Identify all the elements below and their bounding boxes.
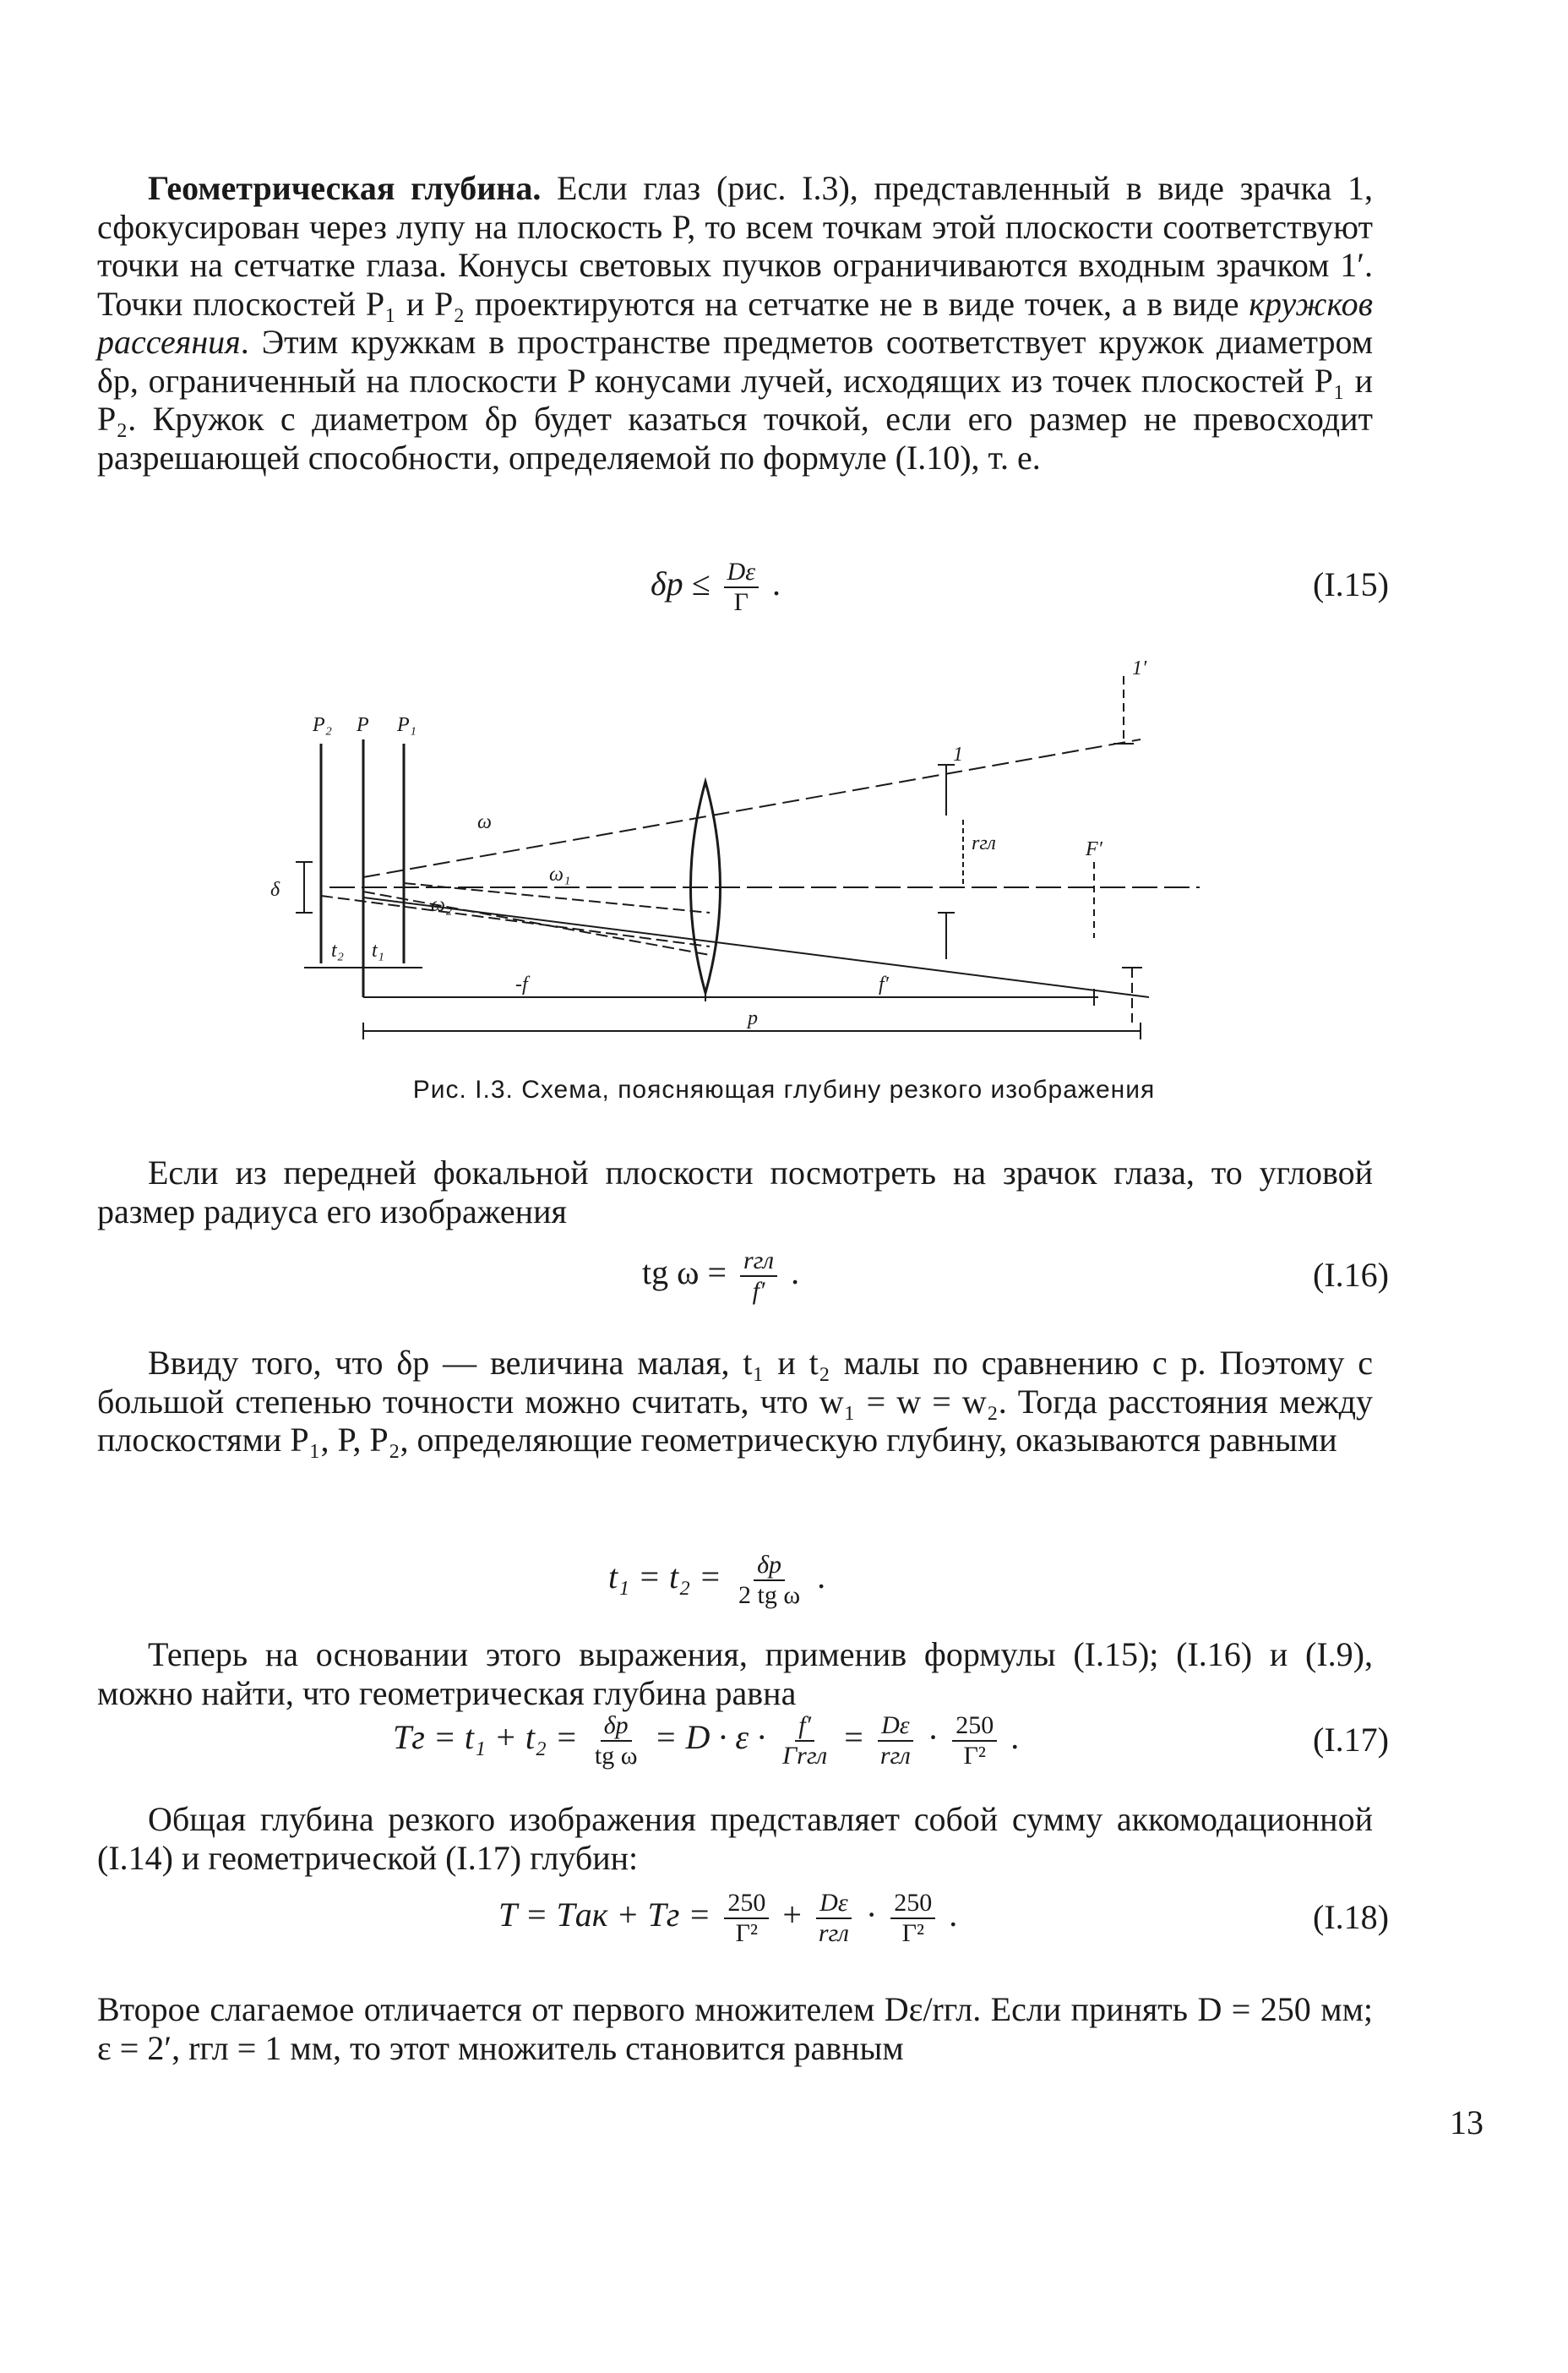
italic-term: кружков рассеяния xyxy=(97,284,1373,361)
label-p1: P₁ xyxy=(397,714,417,736)
numerator: Dε xyxy=(724,558,760,588)
fraction xyxy=(735,1551,803,1610)
paragraph-geometric-depth xyxy=(97,169,1373,477)
fraction xyxy=(740,1247,777,1306)
denominator: tg ω xyxy=(594,1742,638,1770)
label-omega1: ω₁ xyxy=(549,864,571,886)
paragraph-angular-size: Если из передней фокальной плоскости посмотреть на зрачок глаза, то угловой размер радиуса его изображения xyxy=(97,1154,1373,1230)
fraction xyxy=(724,558,760,617)
label-omega2: ω₂ xyxy=(431,894,453,916)
formula-i15 xyxy=(651,558,781,617)
ray-upper xyxy=(363,739,1141,877)
fraction xyxy=(815,1889,852,1948)
label-p-distance: p xyxy=(748,1007,758,1029)
formula-tail: . xyxy=(949,1896,958,1934)
denominator: rгл xyxy=(879,1742,911,1770)
denominator: Γ² xyxy=(735,1919,758,1947)
denominator: f′ xyxy=(752,1277,765,1305)
denominator: rгл xyxy=(818,1919,849,1947)
formula-eq: = xyxy=(844,1718,863,1757)
paragraph-total-depth: Общая глубина резкого изображения представляет собой сумму аккомодационной (I.14) и геометрической (I.17) глубин: xyxy=(97,1800,1373,1877)
denominator: Γrгл xyxy=(782,1742,828,1770)
numerator: 250 xyxy=(890,1889,935,1919)
label-p: P xyxy=(357,714,369,736)
formula-tail: . xyxy=(791,1253,800,1292)
figure-depth-diagram xyxy=(253,659,1225,1065)
fraction xyxy=(591,1711,641,1770)
paragraph-heading: Геометрическая глубина. xyxy=(148,169,542,207)
numerator: Dε xyxy=(816,1889,852,1919)
formula-mid: = D · ε · xyxy=(654,1718,766,1757)
fraction xyxy=(779,1711,830,1770)
label-f-prime: f′ xyxy=(879,974,889,996)
paragraph-geometric-depth-value: Теперь на основании этого выражения, применив формулы (I.15); (I.16) и (I.9), можно найти, что геометрическая глубина равна xyxy=(97,1635,1373,1712)
formula-tail: . xyxy=(1010,1718,1020,1757)
formula-lhs: tg ω = xyxy=(642,1253,727,1292)
formula-i17 xyxy=(393,1711,1019,1770)
label-p2: P₂ xyxy=(313,714,333,736)
label-omega: ω xyxy=(477,811,492,833)
label-r-gl: rгл xyxy=(972,832,996,854)
numerator: Dε xyxy=(878,1711,913,1742)
formula-dot: · xyxy=(927,1718,939,1757)
formula-plus: + xyxy=(782,1896,802,1934)
formula-t xyxy=(608,1551,825,1610)
numerator: f′ xyxy=(795,1711,814,1742)
paragraph-text: Если глаз (рис. I.3), представленный в виде зрачка 1, сфокусирован через лупу на плоскость P, то всем точкам этой плоскости соответствуют точки на сетчатке глаза. Конусы световых пучков ограничиваются входным зрачком 1′. Точки плоскостей P₁ и P₂ проектируются на сетчатке не в виде точек, а в виде xyxy=(97,169,1373,323)
label-one-prime: 1′ xyxy=(1132,659,1147,679)
paragraph-text-cont: . Этим кружкам в пространстве предметов соответствует кружок диаметром δp, ограниченный на плоскости P конусами лучей, исходящих из точек плоскостей P₁ и P₂. Кружок с диаметром δp будет казаться точкой, если его размер не превосходит разрешающей способности, определяемой по формуле (I.10), т. е. xyxy=(97,323,1373,477)
denominator: Γ xyxy=(733,588,749,616)
formula-lhs: δp ≤ xyxy=(651,565,710,603)
numerator: δp xyxy=(754,1551,785,1581)
paragraph-depth-equal: Ввиду того, что δp — величина малая, t₁ и t₂ малы по сравнению с p. Поэтому с большой степенью точности можно считать, что w₁ = w = w₂. Тогда расстояния между плоскостями P₁, P, P₂, определяющие геометрическую глубину, оказываются равными xyxy=(97,1344,1373,1459)
fraction xyxy=(877,1711,914,1770)
label-F-prime: F′ xyxy=(1086,838,1102,860)
formula-tail: . xyxy=(817,1557,826,1596)
label-t1: t₁ xyxy=(372,940,385,962)
label-delta: δ xyxy=(270,879,280,901)
label-minus-f: -f xyxy=(515,974,528,996)
page-number: 13 xyxy=(1450,2103,1484,2141)
formula-i18 xyxy=(498,1889,957,1948)
formula-lhs: T = Tак + Tг = xyxy=(498,1896,711,1934)
denominator: Γ² xyxy=(901,1919,924,1947)
fraction xyxy=(952,1711,997,1770)
formula-tail: . xyxy=(772,565,781,603)
denominator: 2 tg ω xyxy=(738,1581,801,1609)
equation-number-i16: (I.16) xyxy=(1313,1256,1389,1294)
fraction xyxy=(890,1889,935,1948)
label-t2: t₂ xyxy=(331,940,345,962)
formula-i16 xyxy=(642,1247,799,1306)
formula-dot: · xyxy=(865,1896,878,1934)
equation-number-i18: (I.18) xyxy=(1313,1898,1389,1936)
equation-number-i17: (I.17) xyxy=(1313,1721,1389,1759)
numerator: rгл xyxy=(740,1247,777,1277)
figure-caption: Рис. I.3. Схема, поясняющая глубину резкого изображения xyxy=(412,1076,1156,1104)
paragraph-second-term: Второе слагаемое отличается от первого множителем Dε/rгл. Если принять D = 250 мм; ε = 2′, rгл = 1 мм, то этот множитель становится равным xyxy=(97,1990,1373,2067)
fraction xyxy=(724,1889,769,1948)
formula-lhs: Tг = t₁ + t₂ = xyxy=(393,1718,578,1757)
numerator: δp xyxy=(601,1711,632,1742)
numerator: 250 xyxy=(952,1711,997,1742)
label-one: 1 xyxy=(953,744,963,766)
formula-lhs: t₁ = t₂ = xyxy=(608,1557,722,1596)
numerator: 250 xyxy=(724,1889,769,1919)
denominator: Γ² xyxy=(963,1742,986,1770)
equation-number-i15: (I.15) xyxy=(1313,565,1389,603)
